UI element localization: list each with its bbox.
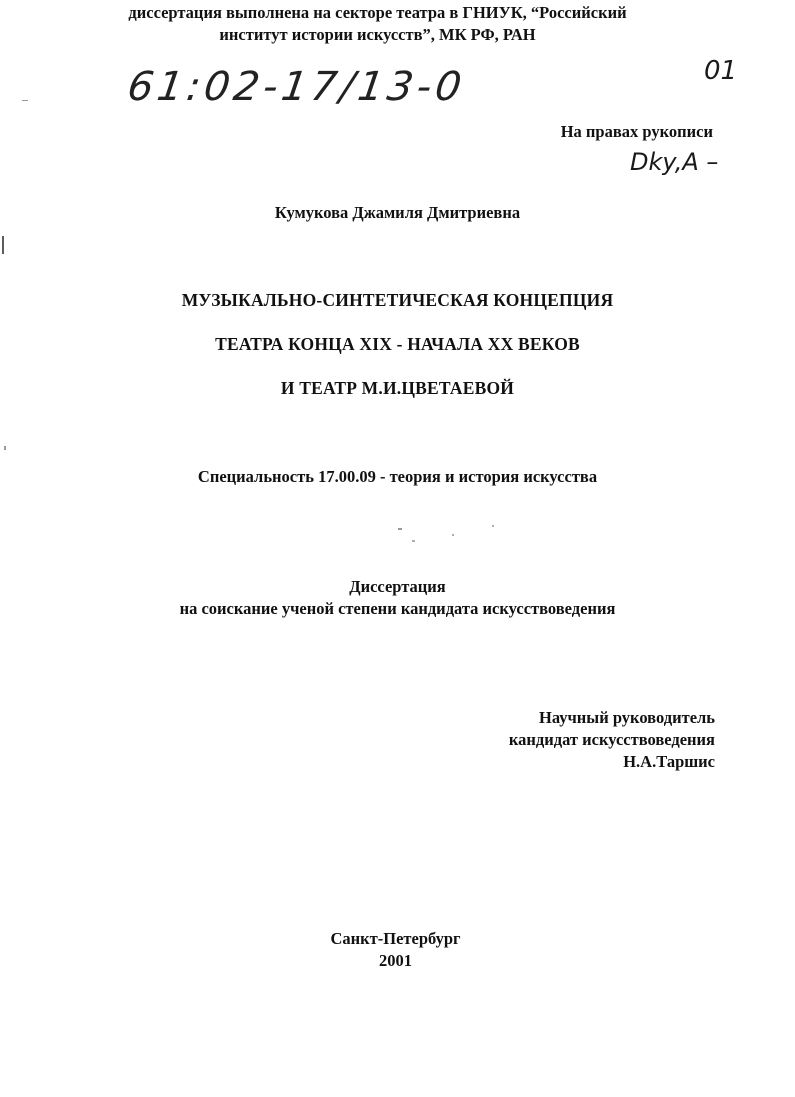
handwritten-archive-code: 61:02-17/13-0 (124, 64, 469, 110)
author-name: Кумукова Джамиля Дмитриевна (274, 203, 521, 222)
header-line-1: диссертация выполнена на секторе театра в ГНИУК, “Российский (128, 3, 627, 22)
header-line-2: институт истории искусств”, МК РФ, РАН (219, 25, 536, 44)
handwritten-signature: Dky,A – (630, 148, 719, 176)
scan-speck (412, 540, 415, 542)
margin-scan-mark (4, 446, 6, 450)
title-line-2: ТЕАТРА КОНЦА XIX - НАЧАЛА XX ВЕКОВ (215, 334, 580, 354)
scan-speck (452, 534, 454, 536)
margin-scan-mark (2, 236, 4, 254)
dissertation-subtitle: на соискание ученой степени кандидата искусствоведения (179, 599, 616, 618)
title-line-3: И ТЕАТР М.И.ЦВЕТАЕВОЙ (280, 378, 515, 398)
supervisor-role: Научный руководитель (539, 708, 715, 727)
margin-scan-mark (22, 100, 28, 101)
supervisor-degree: кандидат искусствоведения (508, 730, 715, 749)
scan-speck (398, 528, 402, 530)
specialty: Специальность 17.00.09 - теория и история искусства (197, 467, 598, 486)
supervisor-name: Н.А.Таршис (623, 752, 715, 771)
title-line-1: МУЗЫКАЛЬНО-СИНТЕТИЧЕСКАЯ КОНЦЕПЦИЯ (181, 290, 614, 310)
footer-city: Санкт-Петербург (330, 929, 461, 948)
scan-speck (492, 525, 494, 527)
rights-note: На правах рукописи (560, 122, 713, 141)
dissertation-heading: Диссертация (349, 577, 446, 596)
footer-year: 2001 (379, 951, 412, 970)
handwritten-copy-number: 01 (704, 56, 738, 86)
